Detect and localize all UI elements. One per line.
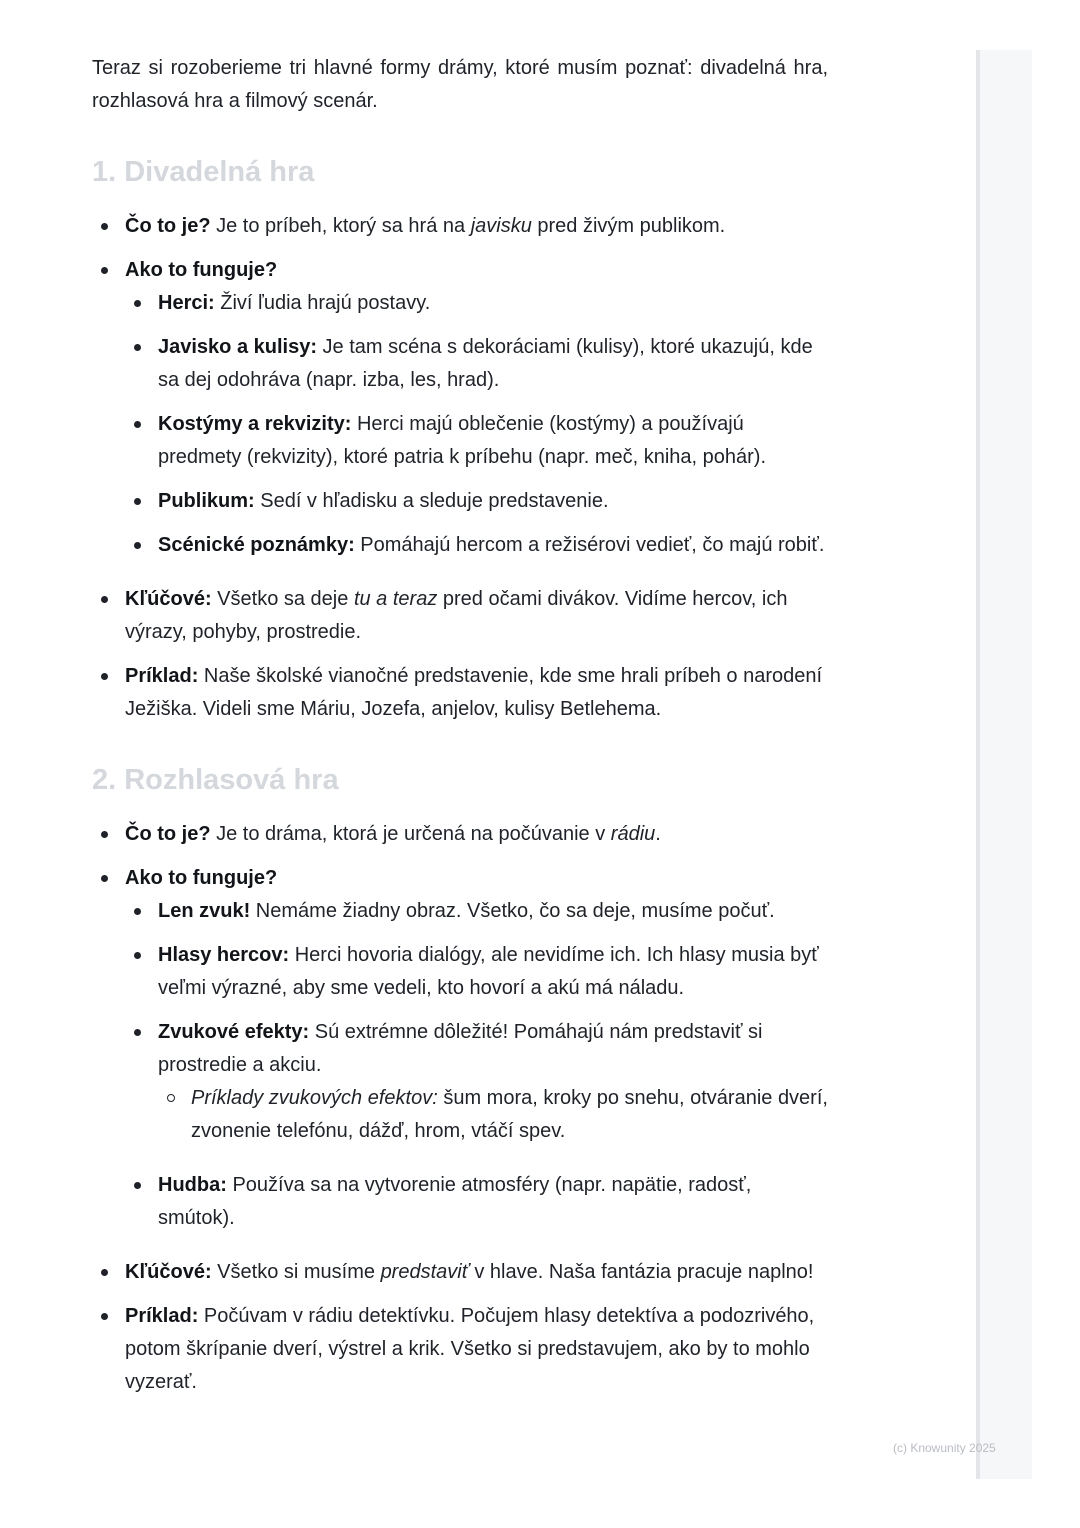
italic-text: tu a teraz (353, 588, 438, 610)
item-text: Herci hovoria dialógy, ale nevidíme ich. Ich hlasy musia byť veľmi výrazné, aby sme vedeli, kto hovorí a akú má náladu. (158, 944, 819, 999)
italic-text: rádiu (610, 823, 656, 845)
bold-label: Ako to funguje? (125, 259, 278, 281)
page-side-panel (976, 50, 1032, 1479)
document-body (92, 52, 828, 1433)
italic-text: Príklady zvukových efektov: (191, 1087, 438, 1109)
item-text: Herci majú oblečenie (kostýmy) a používajú predmety (rekvizity), ktoré patria k príbehu (napr. meč, kniha, pohár). (158, 413, 767, 468)
item-text: Naše školské vianočné predstavenie, kde sme hrali príbeh o narodení Ježiška. Videli sme Máriu, Jozefa, anjelov, kulisy Betlehema. (125, 665, 823, 720)
list-item (158, 895, 828, 928)
list-item (158, 1016, 828, 1148)
item-text: Sú extrémne dôležité! Pomáhajú nám predstaviť si prostredie a akciu. (158, 1021, 763, 1076)
item-text: . (655, 823, 661, 845)
item-text: Používa sa na vytvorenie atmosféry (napr. napätie, radosť, smútok). (158, 1174, 752, 1229)
item-text: Všetko sa deje (211, 588, 354, 610)
italic-text: predstaviť (380, 1261, 469, 1283)
section-divadelna-hra (92, 152, 828, 726)
list-item (158, 408, 828, 474)
watermark: (c) Knowunity 2025 (893, 1441, 996, 1455)
bold-label: Príklad: (125, 665, 199, 687)
list-item-how (125, 254, 828, 562)
italic-text: javisku (470, 215, 532, 237)
section-heading: 1. Divadelná hra (92, 156, 315, 188)
list-item-key (125, 583, 828, 649)
item-text: šum mora, kroky po snehu, otváranie dverí, zvonenie telefónu, dážď, hrom, vtáčí spev. (191, 1087, 828, 1142)
item-text: pred živým publikom. (531, 215, 726, 237)
list-item (158, 331, 828, 397)
bold-label: Len zvuk! (158, 900, 251, 922)
bold-label: Herci: (158, 292, 215, 314)
list-item-example (125, 660, 828, 726)
list-item-how (125, 862, 828, 1235)
item-text: v hlave. Naša fantázia pracuje naplno! (468, 1261, 814, 1283)
list-item-example (125, 1300, 828, 1399)
bold-label: Javisko a kulisy: (158, 336, 317, 358)
list-item (158, 1169, 828, 1235)
list-item (158, 939, 828, 1005)
sub-bullet-list (125, 895, 828, 1235)
list-item (191, 1082, 828, 1148)
item-text: Je tam scéna s dekoráciami (kulisy), ktoré ukazujú, kde sa dej odohráva (napr. izba, les, hrad). (158, 336, 813, 391)
list-item (158, 529, 828, 562)
bold-label: Scénické poznámky: (158, 534, 355, 556)
bold-label: Ako to funguje? (125, 867, 278, 889)
list-item-what (125, 210, 828, 243)
list-item (158, 485, 828, 518)
list-item-what (125, 818, 828, 851)
bold-label: Hudba: (158, 1174, 227, 1196)
bullet-list (92, 818, 828, 1399)
item-text: Živí ľudia hrajú postavy. (214, 292, 431, 314)
item-text: Všetko si musíme (211, 1261, 381, 1283)
bold-label: Čo to je? (125, 215, 211, 237)
bold-label: Čo to je? (125, 823, 211, 845)
item-text: Pomáhajú hercom a režisérovi vedieť, čo majú robiť. (354, 534, 825, 556)
item-text: Počúvam v rádiu detektívku. Počujem hlasy detektíva a podozrivého, potom škrípanie dverí, výstrel a krik. Všetko si predstavujem, ako by to mohlo vyzerať. (125, 1305, 815, 1393)
bold-label: Kľúčové: (125, 588, 212, 610)
item-text: Sedí v hľadisku a sleduje predstavenie. (254, 490, 609, 512)
list-item-key (125, 1256, 828, 1289)
bold-label: Kostýmy a rekvizity: (158, 413, 352, 435)
bold-label: Zvukové efekty: (158, 1021, 310, 1043)
list-item (158, 287, 828, 320)
bold-label: Hlasy hercov: (158, 944, 290, 966)
bullet-list (92, 210, 828, 726)
intro-paragraph: Teraz si rozoberieme tri hlavné formy drámy, ktoré musím poznať: divadelná hra, rozhlasová hra a filmový scenár. (92, 57, 828, 112)
section-rozhlasova-hra (92, 760, 828, 1399)
item-text: Je to príbeh, ktorý sa hrá na (210, 215, 471, 237)
section-heading: 2. Rozhlasová hra (92, 764, 339, 796)
sub-bullet-list (125, 287, 828, 562)
bold-label: Príklad: (125, 1305, 199, 1327)
item-text: Je to dráma, ktorá je určená na počúvanie v (210, 823, 611, 845)
bold-label: Kľúčové: (125, 1261, 212, 1283)
nested-bullet-list (158, 1082, 828, 1148)
item-text: pred očami divákov. Vidíme hercov, ich výrazy, pohyby, prostredie. (125, 588, 788, 643)
bold-label: Publikum: (158, 490, 255, 512)
item-text: Nemáme žiadny obraz. Všetko, čo sa deje, musíme počuť. (250, 900, 775, 922)
